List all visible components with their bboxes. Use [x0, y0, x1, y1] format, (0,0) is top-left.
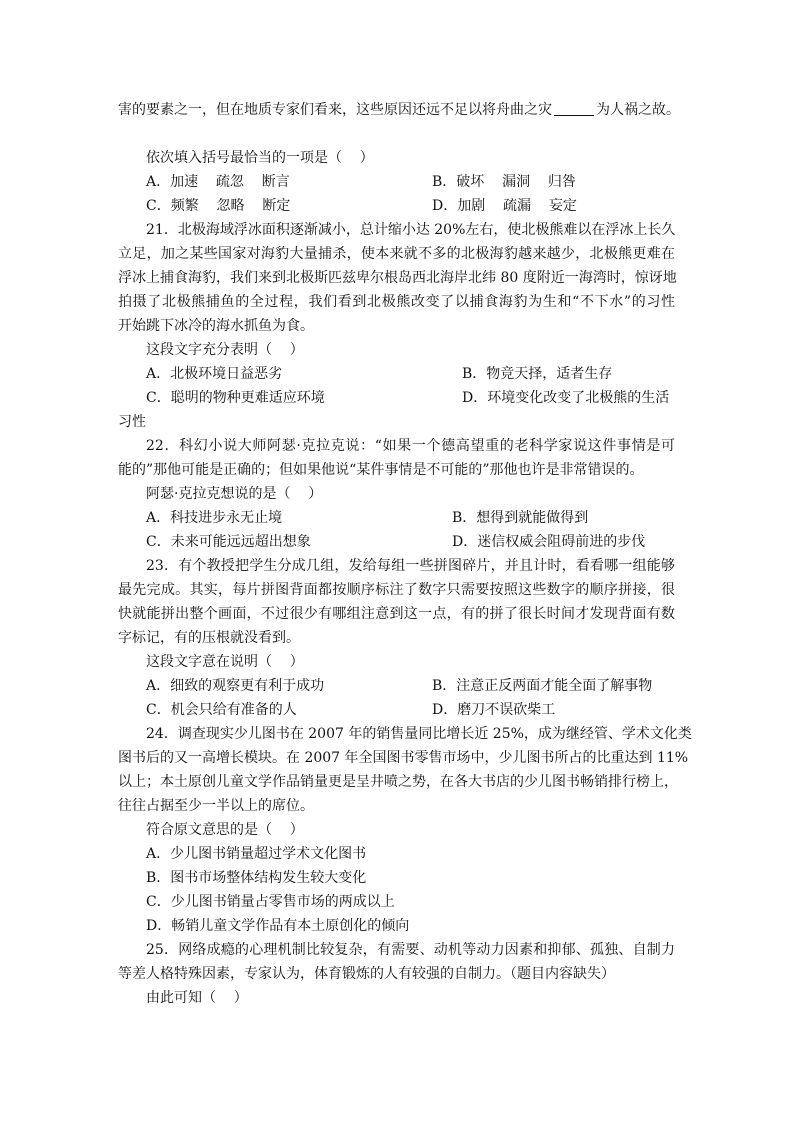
q24-line: 24．调查现实少儿图书在 2007 年的销售量同比增长近 25%，成为继经管、学术文化类 [146, 726, 692, 742]
q24-line: 图书后的又一高增长模块。在 2007 年全国图书零售市场中，少儿图书所占的比重达到 11% [118, 750, 689, 766]
q25-line: 25．网络成瘾的心理机制比较复杂，有需要、动机等动力因素和抑郁、孤独、自制力 [146, 942, 675, 958]
option-d: D．迷信权威会阻碍前进的步伐 [452, 534, 646, 550]
option-b: B．破坏 漏洞 归咎 [432, 174, 576, 190]
option-a: A．细致的观察更有利于成功 [146, 678, 325, 694]
question-stem: 依次填入括号最恰当的一项是（ ） [146, 150, 374, 166]
option-d: D．磨刀不误砍柴工 [432, 702, 556, 718]
q21-line: 拍摄了北极熊捕鱼的全过程，我们看到北极熊改变了以捕食海豹为生和“不下水”的习性 [118, 294, 675, 310]
option-a: A．加速 疏忽 断言 [146, 174, 290, 190]
q22-line: 能的”那他可能是正确的；但如果他说“某件事情是不可能的”那他也许是非常错误的。 [118, 462, 644, 478]
question-stem: 这段文字充分表明（ ） [146, 342, 304, 358]
q21-line: 21．北极海域浮冰面积逐渐减小，总计缩小达 20%左右，使北极熊难以在浮冰上长久 [146, 222, 676, 238]
option-d: D．畅销儿童文学作品有本土原创化的倾向 [146, 918, 410, 934]
q21-line: 立足，加之某些国家对海豹大量捕杀，使本来就不多的北极海豹越来越少，北极熊更难在 [118, 246, 675, 262]
option-c: C．未来可能远远超出想象 [146, 534, 311, 550]
q25-line: 等差人格特殊因素，专家认为，体育锻炼的人有较强的自制力。（题目内容缺失） [118, 966, 615, 982]
option-a: A．北极环境日益恶劣 [146, 366, 283, 382]
q21-line: 开始跳下冰冷的海水抓鱼为食。 [118, 318, 314, 334]
option-c: C．频繁 忽略 断定 [146, 198, 291, 214]
q23-line: 字标记，有的压根就没看到。 [118, 630, 300, 646]
answer-blank [554, 101, 594, 116]
option-b: B．图书市场整体结构发生较大变化 [146, 870, 367, 886]
question-stem: 符合原文意思的是（ ） [146, 822, 304, 838]
q23-line: 快就能拼出整个画面，不过很少有哪组注意到这一点，有的拼了很长时间才发现背面有数 [118, 606, 675, 622]
option-d: D．环境变化改变了北极熊的生活 [462, 390, 670, 406]
option-c: C．机会只给有准备的人 [146, 702, 297, 718]
option-b: B．物竞天择，适者生存 [462, 366, 613, 382]
q23-line: 最先完成。其实，每片拼图背面都按顺序标注了数字只需要按照这些数字的顺序拼接，很 [118, 582, 675, 598]
option-a: A．少儿图书销量超过学术文化图书 [146, 846, 367, 862]
q21-line: 浮冰上捕食海豹，我们来到北极斯匹兹卑尔根岛西北海岸北纬 80 度附近一海湾时，惊讶地 [118, 270, 677, 286]
question-stem: 这段文字意在说明（ ） [146, 654, 304, 670]
q24-line: 往往占据至少一半以上的席位。 [118, 798, 314, 814]
option-c: C．少儿图书销量占零售市场的两成以上 [146, 894, 395, 910]
passage-line: 害的要素之一，但在地质专家们看来，这些原因还远不足以将舟曲之灾 为人祸之故。 [118, 102, 680, 118]
q22-line: 22．科幻小说大师阿瑟·克拉克说：“如果一个德高望重的老科学家说这件事情是可 [146, 438, 675, 454]
option-c: C．聪明的物种更难适应环境 [146, 390, 325, 406]
option-d: D．加剧 疏漏 妄定 [432, 198, 577, 214]
question-stem: 阿瑟·克拉克想说的是（ ） [146, 486, 323, 502]
question-stem: 由此可知（ ） [146, 990, 248, 1006]
q24-line: 以上；本土原创儿童文学作品销量更是呈井喷之势，在各大书店的少儿图书畅销排行榜上， [118, 774, 678, 790]
option-d-continued: 习性 [118, 414, 146, 430]
option-a: A．科技进步永无止境 [146, 510, 283, 526]
option-b: B．想得到就能做得到 [452, 510, 589, 526]
q23-line: 23．有个教授把学生分成几组，发给每组一些拼图碎片，并且计时，看看哪一组能够 [146, 558, 675, 574]
option-b: B．注意正反两面才能全面了解事物 [432, 678, 653, 694]
